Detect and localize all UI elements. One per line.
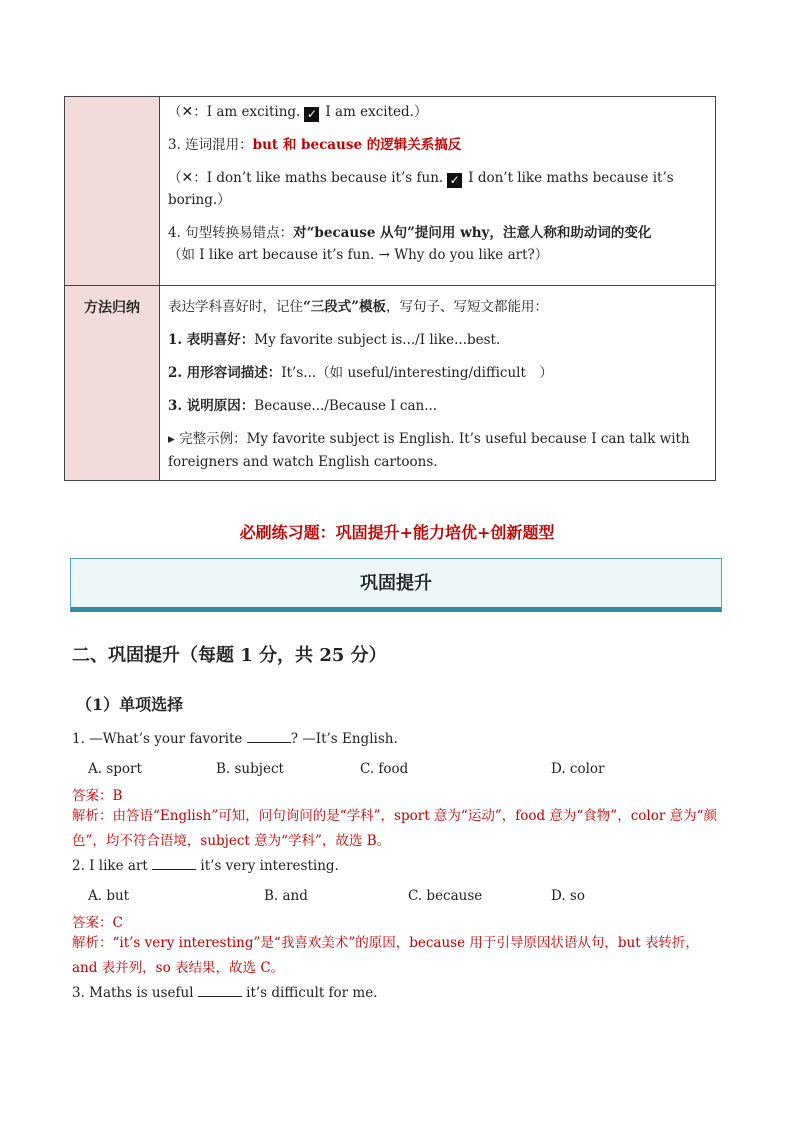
step-3-label: 3. 说明原因： bbox=[168, 398, 255, 414]
stem-text: 3. Maths is useful bbox=[72, 985, 198, 1001]
right-example: I am excited.） bbox=[325, 104, 428, 120]
point-4-example: （如 I like art because it’s fun. → Why do you like art?） bbox=[168, 247, 549, 263]
intro-text: 表达学科喜好时，记住 bbox=[168, 299, 303, 315]
question-1-answer: 答案：B bbox=[72, 788, 123, 804]
full-example bbox=[168, 428, 707, 474]
method-content bbox=[160, 286, 716, 481]
wrong-example: ：I don’t like maths because it’s fun. bbox=[193, 170, 444, 186]
question-2-explanation: 解析：“it’s very interesting”是“我喜欢美术”的原因，because 用于引导原因状语从句，but 表转折，and 表并列，so 表结果，故选 C。 bbox=[72, 935, 699, 976]
step-2-label: 2. 用形容词描述： bbox=[168, 365, 282, 381]
stem-text-end: it’s difficult for me. bbox=[241, 985, 378, 1001]
option-d: D. color bbox=[551, 761, 605, 777]
point-3-emphasis: but 和 because 的逻辑关系搞反 bbox=[252, 137, 462, 153]
example-text: My favorite subject is English. It’s useful because I can talk with foreigners and watch English cartoons. bbox=[168, 431, 690, 470]
question-1-stem bbox=[72, 731, 732, 747]
point-4 bbox=[168, 222, 707, 266]
subsection-heading: （1）单项选择 bbox=[76, 695, 184, 714]
check-icon: ✓ bbox=[447, 173, 462, 188]
stem-text: 1. —What’s your favorite bbox=[72, 731, 247, 747]
step-1-text: My favorite subject is.../I like...best. bbox=[254, 332, 501, 348]
step-3-text: Because.../Because I can... bbox=[254, 398, 438, 414]
option-b: B. subject bbox=[216, 761, 284, 777]
point-4-label: 4. 句型转换易错点： bbox=[168, 225, 294, 241]
table-content-cell bbox=[160, 97, 716, 286]
wrong-example: ：I am exciting. bbox=[193, 104, 301, 120]
example-label: ▸ 完整示例： bbox=[168, 431, 247, 447]
bracket-open: （ bbox=[168, 170, 182, 186]
method-label: 方法归纳 bbox=[65, 286, 160, 481]
section-heading: 二、巩固提升（每题 1 分，共 25 分） bbox=[72, 645, 387, 666]
table-row bbox=[65, 97, 716, 286]
answer-blank bbox=[247, 742, 291, 743]
point-3 bbox=[168, 134, 707, 156]
stem-text-end: ? —It’s English. bbox=[290, 731, 398, 747]
wrong-mark-icon: ✕ bbox=[181, 170, 194, 186]
summary-table bbox=[64, 96, 716, 481]
step-1 bbox=[168, 329, 707, 351]
intro-text-end: ，写句子、写短文都能用： bbox=[386, 299, 549, 315]
option-d: D. so bbox=[551, 888, 585, 904]
step-2-text: It’s...（如 useful/interesting/difficult ） bbox=[281, 365, 553, 381]
practice-title: 必刷练习题：巩固提升+能力培优+创新题型 bbox=[239, 523, 555, 542]
example-line-1 bbox=[168, 101, 707, 123]
point-3-label: 3. 连词混用： bbox=[168, 137, 253, 153]
option-c: C. food bbox=[360, 761, 409, 777]
wrong-mark-icon: ✕ bbox=[181, 104, 194, 120]
question-2-answer: 答案：C bbox=[72, 915, 123, 931]
table-row bbox=[65, 286, 716, 481]
answer-blank bbox=[198, 996, 242, 997]
option-c: C. because bbox=[408, 888, 483, 904]
section-banner: 巩固提升 bbox=[70, 558, 722, 612]
check-icon: ✓ bbox=[304, 107, 319, 122]
question-2-stem bbox=[72, 858, 732, 874]
answer-blank bbox=[152, 869, 196, 870]
method-intro bbox=[168, 296, 707, 318]
bracket-open: （ bbox=[168, 104, 182, 120]
step-3 bbox=[168, 395, 707, 417]
example-line-3 bbox=[168, 167, 707, 211]
question-3-stem bbox=[72, 985, 732, 1001]
step-1-label: 1. 表明喜好： bbox=[168, 332, 255, 348]
stem-text-end: it’s very interesting. bbox=[196, 858, 339, 874]
question-1-explanation: 解析：由答语“English”可知，问句询问的是“学科”，sport 意为“运动”，food 意为“食物”，color 意为“颜色”，均不符合语境，subject 意为“学科”，故选 B。 bbox=[72, 808, 717, 849]
table-label-cell-empty bbox=[65, 97, 160, 286]
point-4-emphasis: 对“because 从句”提问用 why，注意人称和助动词的变化 bbox=[293, 225, 652, 241]
stem-text: 2. I like art bbox=[72, 858, 153, 874]
intro-emphasis: “三段式”模板 bbox=[303, 299, 387, 315]
option-a: A. sport bbox=[88, 761, 142, 777]
option-b: B. and bbox=[264, 888, 308, 904]
right-example: I don’t like maths because it’s boring.） bbox=[168, 170, 674, 208]
step-2 bbox=[168, 362, 707, 384]
option-a: A. but bbox=[88, 888, 130, 904]
